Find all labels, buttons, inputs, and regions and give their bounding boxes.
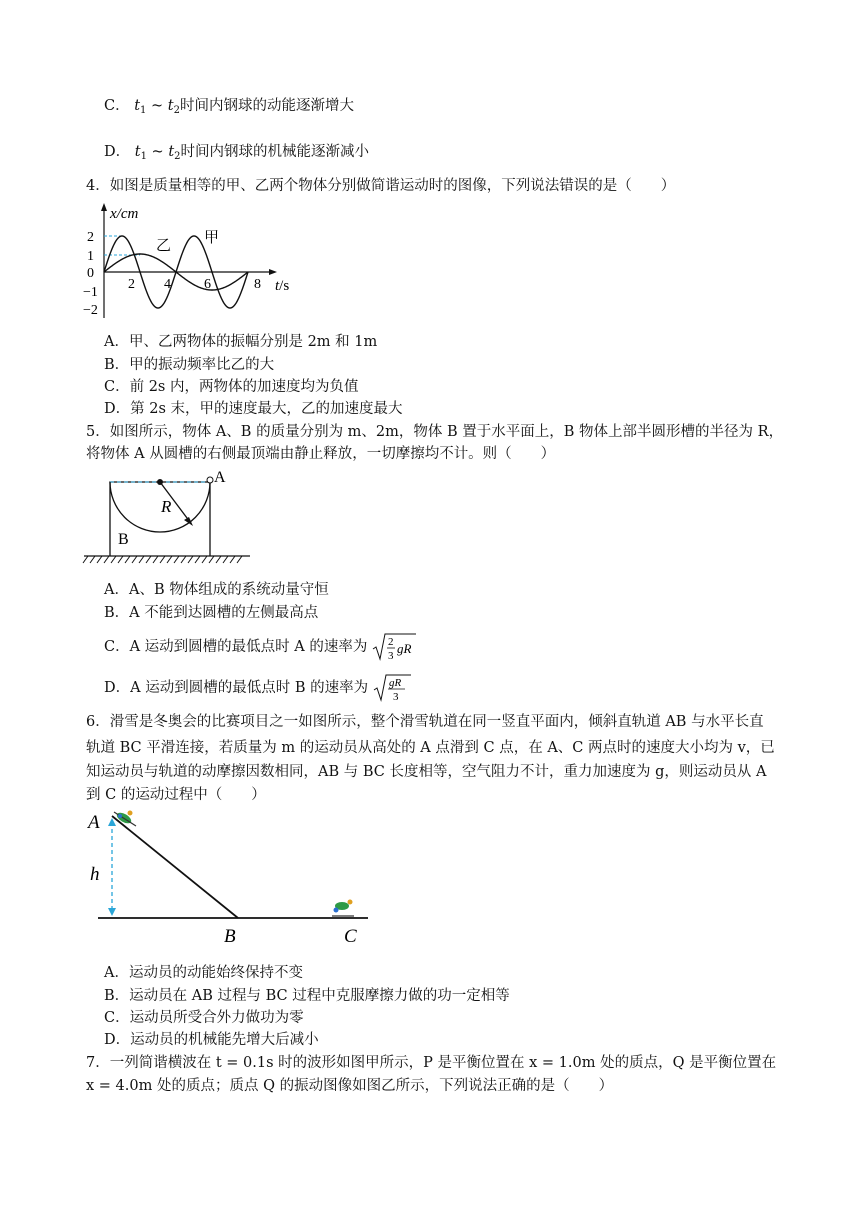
sqrt-expression <box>373 673 411 703</box>
q5-semicircle-figure <box>82 468 252 568</box>
x-axis-label-var: t <box>275 278 280 294</box>
skier-a-icon <box>114 811 136 827</box>
x-axis-label <box>275 278 289 294</box>
label-c: C <box>344 926 357 946</box>
q5-stem-line1: 5．如图所示，物体 A、B 的质量分别为 m、2m，物体 B 置于水平面上，B 物体上部半圆形槽的半径为 R， <box>86 424 784 440</box>
q4-option-c: C．前 2s 内，两物体的加速度均为负值 <box>104 379 359 395</box>
tilde: ~ <box>146 98 168 114</box>
option-text: 时间内钢球的机械能逐渐减小 <box>180 144 370 160</box>
q7-line1: 7．一列简谐横波在 t = 0.1s 时的波形如图甲所示，P 是平衡位置在 x = 1.0m 处的质点，Q 是平衡位置在 <box>86 1055 777 1071</box>
x-axis-arrow <box>269 269 277 275</box>
q6-option-b: B．运动员在 AB 过程与 BC 过程中克服摩擦力做的功一定相等 <box>104 988 510 1004</box>
q5-option-d <box>104 673 411 703</box>
skier-c-icon <box>332 900 354 917</box>
q6-line3: 知运动员与轨道的动摩擦因数相同，AB 与 BC 长度相等，空气阻力不计，重力加速度为 g，则运动员从 A <box>86 764 767 780</box>
q6-option-a: A．运动员的动能始终保持不变 <box>104 965 303 981</box>
label-yi: 乙 <box>156 236 172 254</box>
y-tick-2: 2 <box>87 230 94 245</box>
height-arrow-down <box>108 908 116 916</box>
label-a: A <box>214 469 226 486</box>
q4-option-d: D．第 2s 末，甲的速度最大，乙的加速度最大 <box>104 401 403 417</box>
var-t: t <box>134 144 141 160</box>
q5-option-c <box>104 632 416 662</box>
option-text: 时间内钢球的动能逐渐增大 <box>180 98 354 114</box>
subscript: 2 <box>173 105 180 116</box>
q6-ski-track-figure <box>84 806 374 946</box>
y-tick-1: 1 <box>87 249 94 264</box>
subscript: 2 <box>174 151 181 162</box>
q6-line1: 6．滑雪是冬奥会的比赛项目之一如图所示，整个滑雪轨道在同一竖直平面内，倾斜直轨道 AB 与水平长直 <box>86 714 764 730</box>
x-tick-6: 6 <box>204 277 211 292</box>
label-h: h <box>90 864 100 885</box>
sqrt-sign <box>373 673 411 703</box>
y-axis-arrow <box>101 203 107 211</box>
label-b: B <box>224 926 236 946</box>
sqrt-expression <box>372 632 416 662</box>
semicircle-groove <box>110 482 210 532</box>
x-tick-2: 2 <box>128 277 135 292</box>
y-tick-0: 0 <box>87 266 94 281</box>
option-text: C．A 运动到圆槽的最低点时 A 的速率为 <box>104 639 368 655</box>
ball-a <box>207 477 213 483</box>
subscript: 1 <box>140 105 147 116</box>
q6-option-c: C．运动员所受合外力做功为零 <box>104 1010 304 1026</box>
var-t: t <box>167 98 174 114</box>
y-tick-neg1: −1 <box>83 285 98 300</box>
subscript: 1 <box>140 151 147 162</box>
ground-hatch <box>83 556 242 563</box>
q5-option-a: A．A、B 物体组成的系统动量守恒 <box>104 582 329 598</box>
x-tick-4: 4 <box>164 277 171 292</box>
track-ab <box>112 816 238 918</box>
option-text: D．A 运动到圆槽的最低点时 B 的速率为 <box>104 680 369 696</box>
sqrt-tail: gR <box>396 641 412 656</box>
x-tick-8: 8 <box>254 277 261 292</box>
option-letter: D． <box>104 144 131 160</box>
q3-option-c <box>104 96 354 121</box>
tilde: ~ <box>146 144 169 160</box>
q5-stem-line2: 将物体 A 从圆槽的右侧最顶端由静止释放，一切摩擦均不计。则（ ） <box>86 446 556 462</box>
x-axis-label-unit: /s <box>279 278 290 294</box>
var-t: t <box>168 144 175 160</box>
y-axis-label: x/cm <box>110 206 139 222</box>
q6-line4: 到 C 的运动过程中（ ） <box>86 787 266 803</box>
q4-stem: 4．如图是质量相等的甲、乙两个物体分别做简谐运动时的图像，下列说法错误的是（ ） <box>86 178 676 194</box>
q6-option-d: D．运动员的机械能先增大后减小 <box>104 1032 319 1048</box>
y-tick-neg2: −2 <box>83 303 98 318</box>
frac-den: 3 <box>387 650 394 662</box>
label-a: A <box>88 812 100 833</box>
q7-line2: x = 4.0m 处的质点；质点 Q 的振动图像如图乙所示，下列说法正确的是（ ） <box>86 1078 614 1094</box>
q4-option-b: B．甲的振动频率比乙的大 <box>104 357 275 373</box>
label-jia: 甲 <box>204 228 220 246</box>
q4-shm-graph <box>80 200 310 320</box>
label-b: B <box>118 531 129 548</box>
q4-option-a: A．甲、乙两物体的振幅分别是 2m 和 1m <box>104 334 378 350</box>
q6-line2: 轨道 BC 平滑连接，若质量为 m 的运动员从高处的 A 点滑到 C 点，在 A、C 两点时的速度大小均为 v，已 <box>86 740 775 756</box>
sqrt-sign <box>372 632 416 662</box>
q5-option-b: B．A 不能到达圆槽的左侧最高点 <box>104 605 319 621</box>
q3-option-d <box>104 142 369 167</box>
frac-num: 2 <box>387 636 394 648</box>
frac-den: 3 <box>392 691 399 703</box>
option-letter: C． <box>104 98 130 114</box>
frac-num: gR <box>388 677 401 689</box>
label-r: R <box>161 497 172 516</box>
var-t: t <box>134 98 141 114</box>
